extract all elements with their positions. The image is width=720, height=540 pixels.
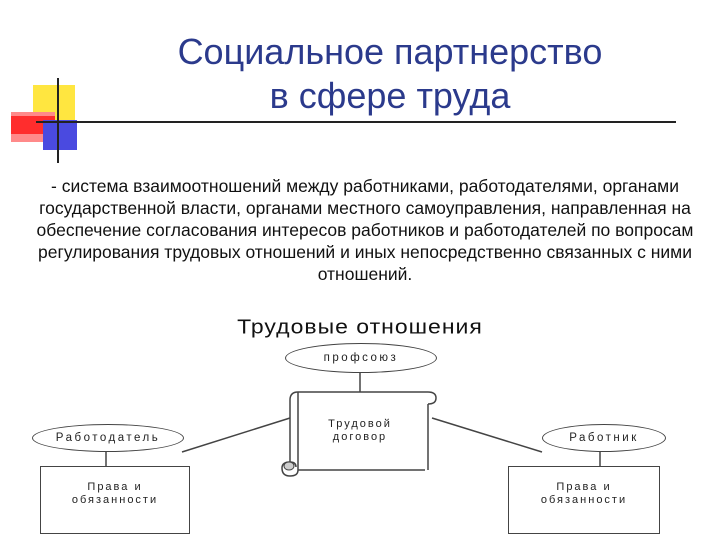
union-oval: профсоюз — [285, 343, 437, 373]
connector-employer-contract — [182, 418, 290, 452]
diagram-subtitle: Трудовые отношения — [237, 314, 483, 338]
employee-rights-box: Права и обязанности — [508, 466, 660, 534]
definition-text: - система взаимоотношений между работниками, работодателями, органами государственной власти, органами местного самоуправления, направленная на обеспечение согласования интересов работников и работодателей по вопросам регулирования трудовых отношений и иных непосредственно связанных с ними отношений. — [36, 176, 694, 284]
connector-employee-contract — [432, 418, 542, 452]
employer-oval: Работодатель — [32, 424, 184, 452]
slide-title: Социальное партнерство в сфере труда — [177, 31, 603, 116]
employee-oval: Работник — [542, 424, 666, 452]
contract-label: Трудовой договор — [328, 418, 392, 443]
employer-rights-box: Права и обязанности — [40, 466, 190, 534]
